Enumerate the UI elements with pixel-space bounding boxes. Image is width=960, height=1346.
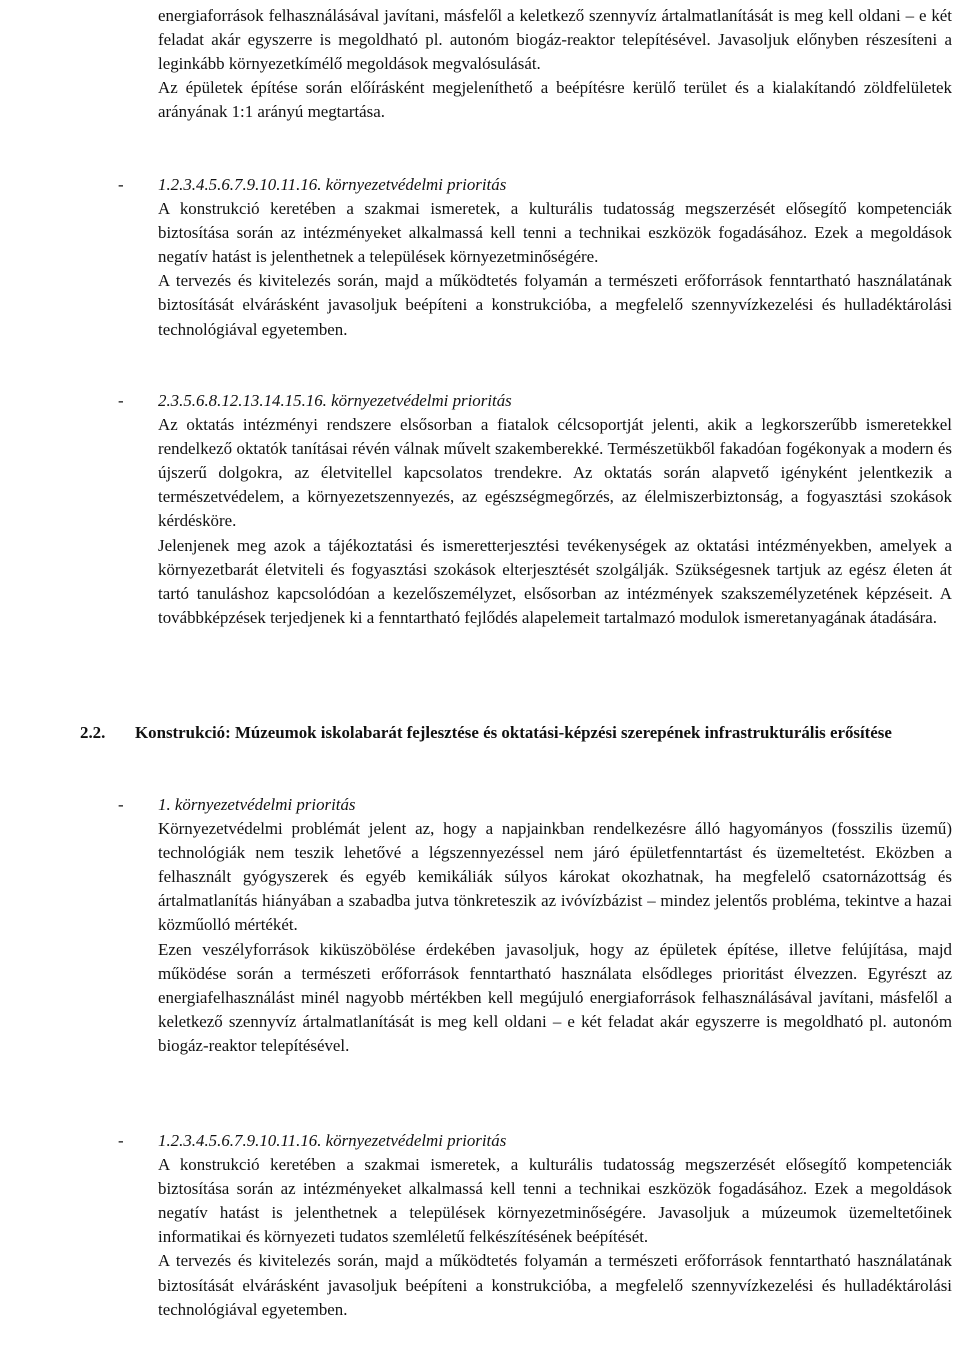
priority-heading xyxy=(158,793,952,817)
priority-heading xyxy=(158,173,952,197)
priority-item-3-body xyxy=(158,793,952,1058)
priority-paragraph-1: A konstrukció keretében a szakmai ismeretek, a kulturális tudatosság megszerzését elősegítő kompetenciák biztosítása során az intézményeket alkalmassá kell tenni a technikai eszközök fogadásához. Ezek a megoldások negatív hatást is jelenthetnek a települések környezetminőségére. Javasoljuk a múzeumok üzemeltetőinek informatikai és környezeti tudatos szemléletű felkészítésének beépítését. xyxy=(158,1155,952,1247)
list-dash: - xyxy=(118,1131,124,1150)
priority-paragraph-2: Jelenjenek meg azok a tájékoztatási és ismeretterjesztési tevékenységek az oktatási intézményekben, amelyek a környezetbarát életviteli és fogyasztási szokások elterjesztését szolgálják. Szükségesnek tartjuk az egész életen át tartó tanuláshoz kapcsolódóan a kezelőszemélyzet, elsősorban az intézmények szakszemélyzetének képzéseit. A továbbképzések terjedjenek ki a fenntartható fejlődés alapelemeit tartalmazó modulok ismeretanyagának átadására. xyxy=(158,535,952,627)
list-dash: - xyxy=(118,175,124,194)
priority-paragraph-1: Környezetvédelmi problémát jelent az, hogy a napjainkban rendelkezésre álló hagyományos (fosszilis üzemű) technológiák nem teszik lehetővé a légszennyezéssel nem járó épületfenntartást és üzemeltetést. Eközben a felhasznált gyógyszerek és egyéb kemikáliák súlyos károkat okozhatnak, ha megfelelő csatornázottság és ártalmatlanítás hiányában a szabadba jutva tönkreteszik az ivóvízbázist – mindez jelentős probléma, tekintve a hazai közműolló mértékét. xyxy=(158,819,952,935)
priority-paragraph-2: A tervezés és kivitelezés során, majd a működtetés folyamán a természeti erőforrások fenntartható használatának biztosítását elvárásként javasoljuk beépíteni a konstrukcióba, a megfelelő szennyvízkezelési és hulladéktárolási technológiával egyetemben. xyxy=(158,271,952,339)
priority-paragraph-1: A konstrukció keretében a szakmai ismeretek, a kulturális tudatosság megszerzését elősegítő kompetenciák biztosítása során az intézményeket alkalmassá kell tenni a technikai eszközök fogadásához. Ezek a megoldások negatív hatást is jelenthetnek a települések környezetminőségére. xyxy=(158,199,952,267)
priority-paragraph-1: Az oktatás intézményi rendszere elsősorban a fiatalok célcsoportját jelenti, akik a legkorszerűbb ismeretekkel rendelkező oktatók tanításai révén válnak művelt szakemberekké. Természetükből fakadóan fogékonyak a modern és újszerű dolgokra, az életvitellel kapcsolatos trendekre. Az oktatás során alapvető igényként jelentkezik a természetvédelem, a környezetszennyezés, az egészségmegőrzés, az élelmiszerbiztonság, a fogyasztási szokások kérdésköre. xyxy=(158,415,952,531)
priority-item-2-body xyxy=(158,389,952,630)
priority-paragraph-2: A tervezés és kivitelezés során, majd a működtetés folyamán a természeti erőforrások fenntartható használatának biztosítását elvárásként javasoljuk beépíteni a konstrukcióba, a megfelelő szennyvízkezelési és hulladéktárolási technológiával egyetemben. xyxy=(158,1251,952,1319)
priority-number: 1.2.3.4.5.6.7.9.10.11.16. xyxy=(158,1131,322,1150)
priority-heading xyxy=(158,389,952,413)
top-paragraph-1: energiaforrások felhasználásával javítani, másfelől a keletkező szennyvíz ártalmatlanítását is meg kell oldani – e két feladat akár egyszerre is megoldható pl. autonóm biogáz-reaktor telepítésével. Javasoljuk előnyben részesíteni a leginkább környezetkímélő megoldások megvalósulását. xyxy=(158,6,952,74)
section-heading xyxy=(80,721,952,745)
top-paragraph-2: Az épületek építése során előírásként megjeleníthető a beépítésre kerülő terület és a kialakítandó zöldfelületek arányának 1:1 arányú megtartása. xyxy=(158,78,952,122)
priority-number: 1. xyxy=(158,795,171,814)
priority-number: 1.2.3.4.5.6.7.9.10.11.16. xyxy=(158,175,322,194)
priority-paragraph-2: Ezen veszélyforrások kiküszöbölése érdekében javasoljuk, hogy az épületek építése, illetve felújítása, majd működése során a természeti erőforrások fenntartható használata elsődleges prioritást élvezzen. Egyrészt az energiafelhasználást minél nagyobb mértékben kell megújuló energiaforrások felhasználásával javítani, másfelől a keletkező szennyvíz ártalmatlanítását is meg kell oldani – e két feladat akár egyszerre is megoldható pl. autonóm biogáz-reaktor telepítésével. xyxy=(158,939,952,1055)
priority-title: környezetvédelmi prioritás xyxy=(174,795,356,814)
list-dash: - xyxy=(118,795,124,814)
priority-number: 2.3.5.6.8.12.13.14.15.16. xyxy=(158,391,327,410)
priority-title: környezetvédelmi prioritás xyxy=(325,175,507,194)
priority-title: környezetvédelmi prioritás xyxy=(331,391,512,410)
priority-item-4-body xyxy=(158,1129,952,1322)
section-title: Konstrukció: Múzeumok iskolabarát fejlesztése és oktatási-képzési szerepének infrastrukturális erősítése xyxy=(135,723,892,742)
top-block xyxy=(158,4,952,124)
priority-title: környezetvédelmi prioritás xyxy=(325,1131,507,1150)
priority-heading xyxy=(158,1129,952,1153)
list-dash: - xyxy=(118,391,124,410)
priority-item-1-body xyxy=(158,173,952,342)
section-number: 2.2. xyxy=(80,723,106,742)
